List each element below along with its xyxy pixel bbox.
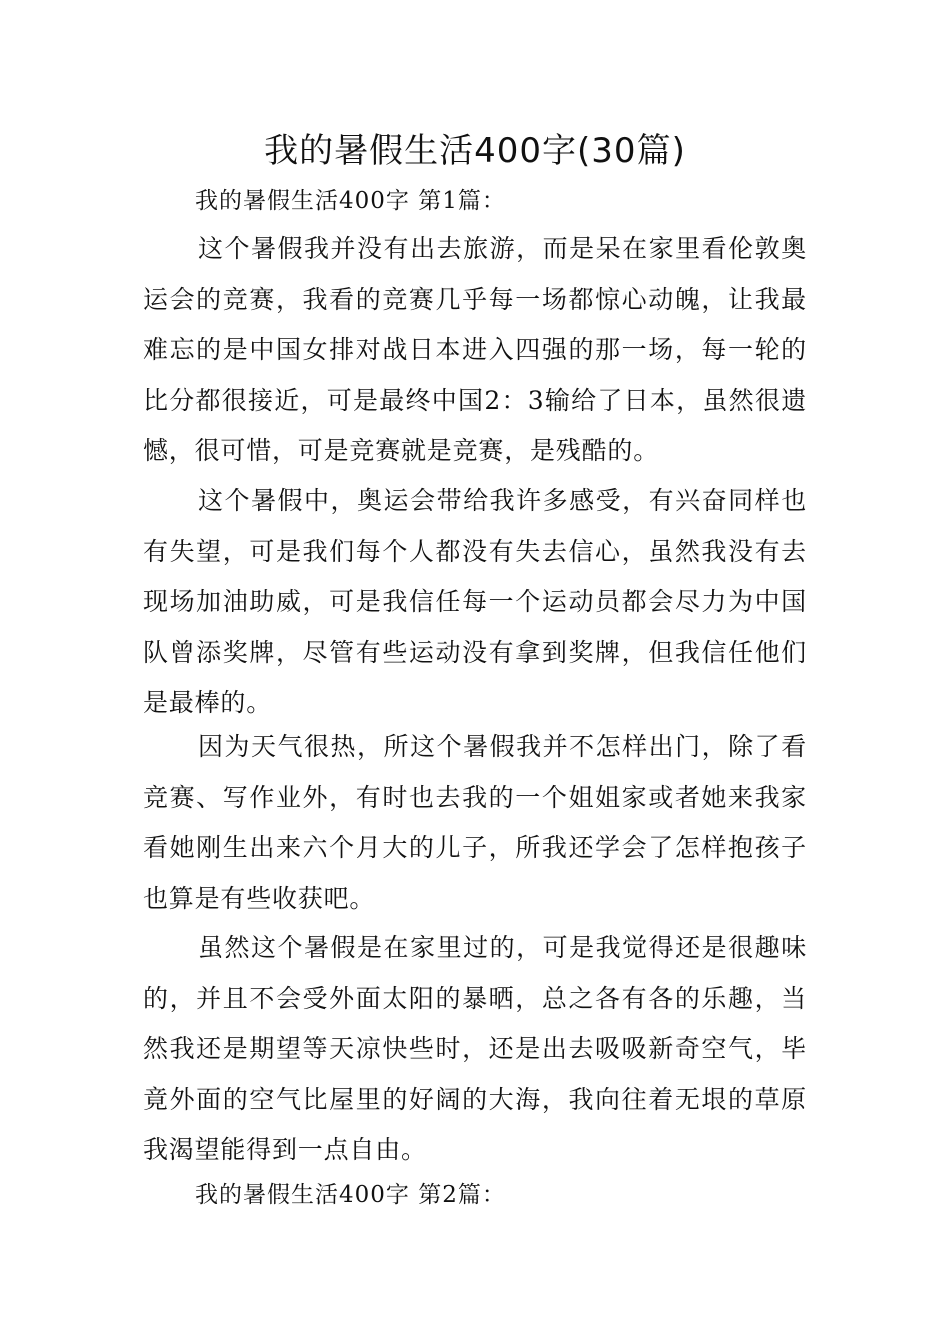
- paragraph-3: 因为天气很热，所这个暑假我并不怎样出门，除了看竞赛、写作业外，有时也去我的一个姐姐家或者她来我家看她刚生出来六个月大的儿子，所我还学会了怎样抱孩子也算是有些收获吧。: [143, 732, 807, 913]
- paragraph-2: 这个暑假中，奥运会带给我许多感受，有兴奋同样也有失望，可是我们每个人都没有失去信心，虽然我没有去现场加油助威，可是我信任每一个运动员都会尽力为中国队曾添奖牌，尽管有些运动没有拿到奖牌，但我信任他们是最棒的。: [143, 486, 807, 717]
- section-heading-1: 我的暑假生活400字 第1篇：: [195, 188, 506, 214]
- paragraph-1: 这个暑假我并没有出去旅游，而是呆在家里看伦敦奥运会的竞赛，我看的竞赛几乎每一场都惊心动魄，让我最难忘的是中国女排对战日本进入四强的那一场，每一轮的比分都很接近，可是最终中国2：3输给了日本，虽然很遗憾，很可惜，可是竞赛就是竞赛，是残酷的。: [143, 234, 807, 465]
- paragraph-4: 虽然这个暑假是在家里过的，可是我觉得还是很趣味的，并且不会受外面太阳的暴晒，总之各有各的乐趣，当然我还是期望等天凉快些时，还是出去吸吸新奇空气，毕竟外面的空气比屋里的好阔的大海，我向往着无垠的草原我渴望能得到一点自由。: [143, 933, 807, 1164]
- document-title: 我的暑假生活400字(30篇): [264, 131, 686, 171]
- section-heading-2: 我的暑假生活400字 第2篇：: [195, 1182, 506, 1208]
